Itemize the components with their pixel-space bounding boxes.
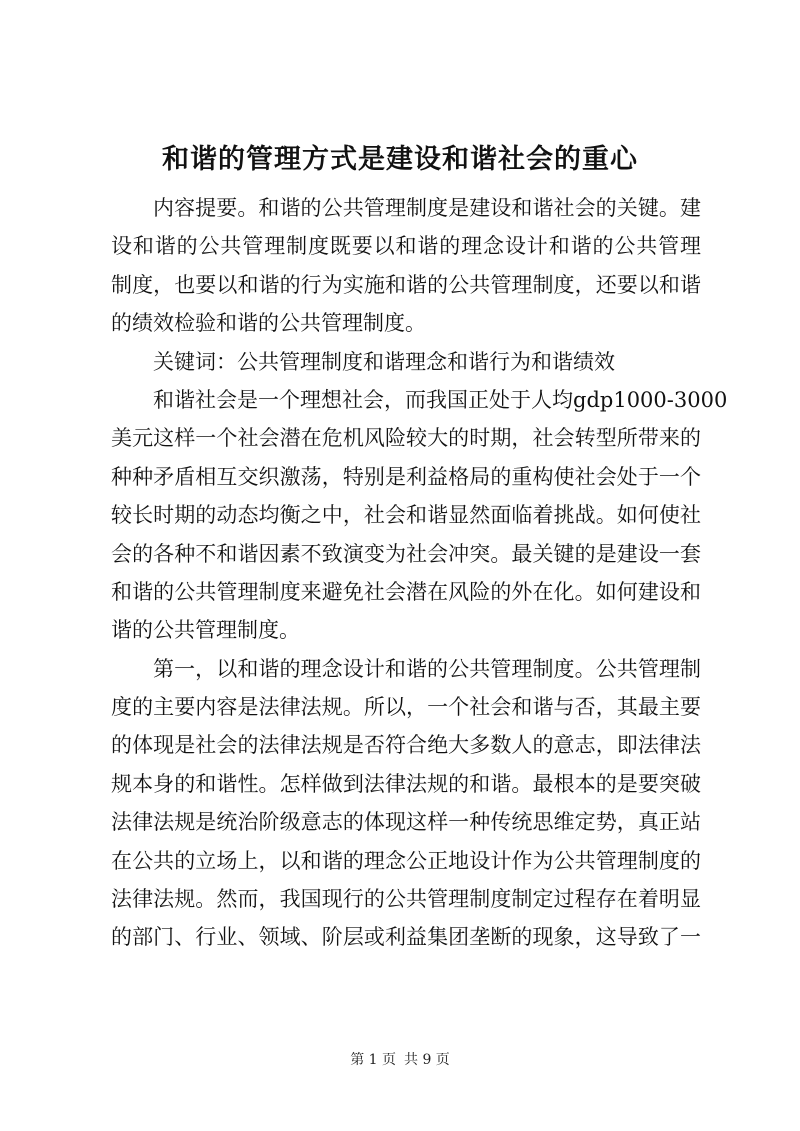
- text-line: 的绩效检验和谐的公共管理制度。: [111, 311, 426, 336]
- text-line: 内容提要。和谐的公共管理制度是建设和谐社会的关键。建: [153, 196, 701, 220]
- text-line: 美元这样一个社会潜在危机风险较大的时期，社会转型所带来的: [111, 426, 701, 451]
- text-line: 的体现是社会的法律法规是否符合绝大多数人的意志，即法律法: [111, 733, 701, 758]
- text-line: 和谐的公共管理制度来避免社会潜在风险的外在化。如何建设和: [111, 579, 701, 604]
- page-footer: [0, 1050, 800, 1070]
- keywords-line: 关键词：公共管理制度和谐理念和谐行为和谐绩效: [153, 349, 615, 374]
- document-body: [111, 189, 728, 957]
- text-line: 第一，以和谐的理念设计和谐的公共管理制度。公共管理制: [153, 656, 701, 681]
- text-line: 在公共的立场上，以和谐的理念公正地设计作为公共管理制度的: [111, 848, 701, 873]
- text-line: 较长时期的动态均衡之中，社会和谐显然面临着挑战。如何使社: [111, 503, 701, 528]
- text-line: 和谐社会是一个理想社会，而我国正处于人均gdp1000-3000: [153, 387, 728, 412]
- text-line: 会的各种不和谐因素不致演变为社会冲突。最关键的是建设一套: [111, 541, 701, 566]
- text-line: 规本身的和谐性。怎样做到法律法规的和谐。最根本的是要突破: [111, 771, 701, 796]
- page-number: 第 1 页: [350, 1052, 396, 1068]
- text-line: 制度，也要以和谐的行为实施和谐的公共管理制度，还要以和谐: [111, 272, 701, 297]
- text-line: 设和谐的公共管理制度既要以和谐的理念设计和谐的公共管理: [111, 234, 701, 259]
- text-line: 的部门、行业、领域、阶层或利益集团垄断的现象，这导致了一: [111, 925, 701, 950]
- text-line: 法律法规是统治阶级意志的体现这样一种传统思维定势，真正站: [111, 810, 701, 835]
- text-line: 度的主要内容是法律法规。所以，一个社会和谐与否，其最主要: [111, 695, 701, 720]
- text-line: 谐的公共管理制度。: [111, 618, 300, 643]
- text-line: 法律法规。然而，我国现行的公共管理制度制定过程存在着明显: [111, 887, 701, 912]
- text-line: 种种矛盾相互交织激荡，特别是利益格局的重构使社会处于一个: [111, 464, 701, 489]
- page-total: 共 9 页: [404, 1052, 450, 1068]
- document-title: 和谐的管理方式是建设和谐社会的重心: [162, 144, 638, 175]
